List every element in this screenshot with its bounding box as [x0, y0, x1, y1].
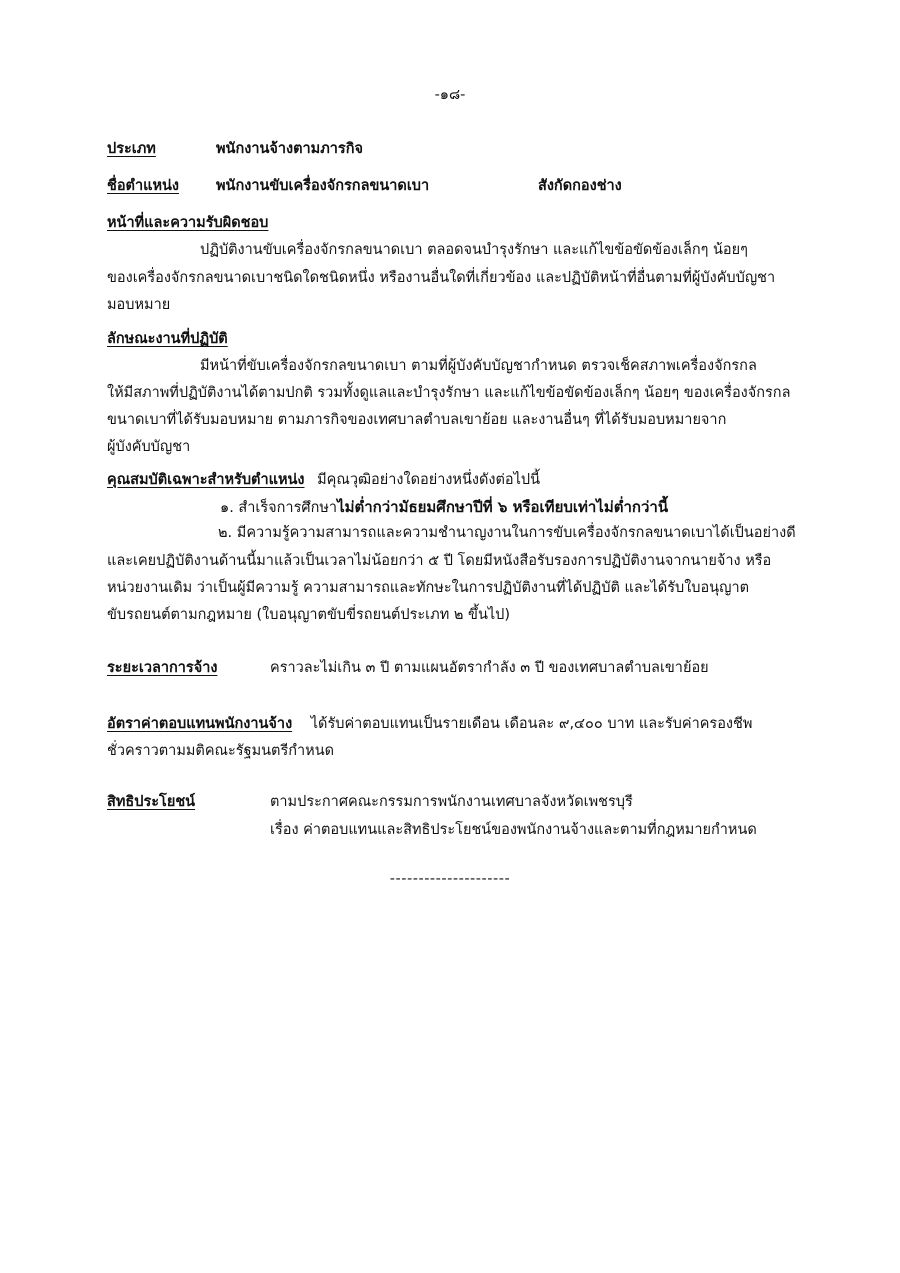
- qualification-item-2-line: หน่วยงานเดิม ว่าเป็นผู้มีความรู้ ความสามารถและทักษะในการปฏิบัติงานที่ได้ปฏิบัติ และได้รับใบอนุญาต: [107, 580, 750, 596]
- duties-line: ปฏิบัติงานขับเครื่องจักรกลขนาดเบา ตลอดจนบำรุงรักษา และแก้ไขข้อขัดข้องเล็กๆ น้อยๆ: [200, 242, 748, 258]
- benefits-line-2: เรื่อง ค่าตอบแทนและสิทธิประโยชน์ของพนักงานจ้างและตามที่กฎหมายกำหนด: [270, 822, 757, 838]
- duties-heading: หน้าที่และความรับผิดชอบ: [107, 215, 269, 231]
- type-label: ประเภท: [107, 141, 156, 157]
- qualifications-heading: คุณสมบัติเฉพาะสำหรับตำแหน่ง: [107, 472, 305, 488]
- qualifications-heading-row: [107, 468, 540, 491]
- position-label: ชื่อตำแหน่ง: [107, 178, 180, 194]
- benefits-line-1: ตามประกาศคณะกรรมการพนักงานเทศบาลจังหวัดเพชรบุรี: [270, 794, 633, 810]
- qualification-item-1-bold: ไม่ต่ำกว่ามัธยมศึกษาปีที่ ๖ หรือเทียบเท่าไม่ต่ำกว่านี้: [337, 498, 669, 516]
- work-line: ให้มีสภาพที่ปฏิบัติงานได้ตามปกติ รวมทั้งดูแลและบำรุงรักษา และแก้ไขข้อขัดข้องเล็กๆ น้อยๆ ของเครื่องจักรกล: [107, 385, 791, 401]
- end-divider: ---------------------: [389, 871, 511, 887]
- benefits-heading: สิทธิประโยชน์: [107, 794, 196, 810]
- term-heading: ระยะเวลาการจ้าง: [107, 660, 218, 676]
- work-line: ขนาดเบาที่ได้รับมอบหมาย ตามภารกิจของเทศบาลตำบลเขาย้อย และงานอื่นๆ ที่ได้รับมอบหมายจาก: [107, 412, 727, 428]
- compensation-line-1: ได้รับค่าตอบแทนเป็นรายเดือน เดือนละ ๙,๔๐๐ บาท และรับค่าครองชีพ: [310, 716, 753, 732]
- work-line: มีหน้าที่ขับเครื่องจักรกลขนาดเบา ตามที่ผู้บังคับบัญชากำหนด ตรวจเช็คสภาพเครื่องจักรกล: [200, 358, 757, 374]
- compensation-row: [107, 712, 752, 735]
- qualification-item-1-prefix: ๑. สำเร็จการศึกษา: [220, 500, 338, 516]
- division-value: สังกัดกองช่าง: [538, 178, 622, 194]
- term-value: คราวละไม่เกิน ๓ ปี ตามแผนอัตรากำลัง ๓ ปี ของเทศบาลตำบลเขาย้อย: [270, 660, 709, 676]
- qualification-item-2-line: ๒. มีความรู้ความสามารถและความชำนาญงานในการขับเครื่องจักรกลขนาดเบาได้เป็นอย่างดี: [218, 525, 796, 541]
- position-value: พนักงานขับเครื่องจักรกลขนาดเบา: [216, 178, 430, 194]
- qualification-item-2-line: ขับรถยนต์ตามกฎหมาย (ใบอนุญาตขับขี่รถยนต์ประเภท ๒ ขึ้นไป): [107, 607, 511, 623]
- compensation-heading: อัตราค่าตอบแทนพนักงานจ้าง: [107, 716, 293, 732]
- page-number: -๑๘-: [434, 87, 466, 103]
- duties-line: มอบหมาย: [107, 297, 171, 313]
- type-value: พนักงานจ้างตามภารกิจ: [216, 141, 363, 157]
- qualification-item-2-line: และเคยปฏิบัติงานด้านนี้มาแล้วเป็นเวลาไม่น้อยกว่า ๕ ปี โดยมีหนังสือรับรองการปฏิบัติงานจากนายจ้าง หรือ: [107, 553, 772, 569]
- duties-line: ของเครื่องจักรกลขนาดเบาชนิดใดชนิดหนึ่ง หรืองานอื่นใดที่เกี่ยวข้อง และปฏิบัติหน้าที่อื่นตามที่ผู้บังคับบัญชา: [107, 270, 776, 286]
- work-line: ผู้บังคับบัญชา: [107, 439, 191, 455]
- work-heading: ลักษณะงานที่ปฏิบัติ: [107, 331, 228, 347]
- qualification-item-1: [220, 495, 668, 519]
- compensation-line-2: ชั่วคราวตามมติคณะรัฐมนตรีกำหนด: [107, 743, 335, 759]
- qualifications-intro: มีคุณวุฒิอย่างใดอย่างหนึ่งดังต่อไปนี้: [317, 472, 540, 488]
